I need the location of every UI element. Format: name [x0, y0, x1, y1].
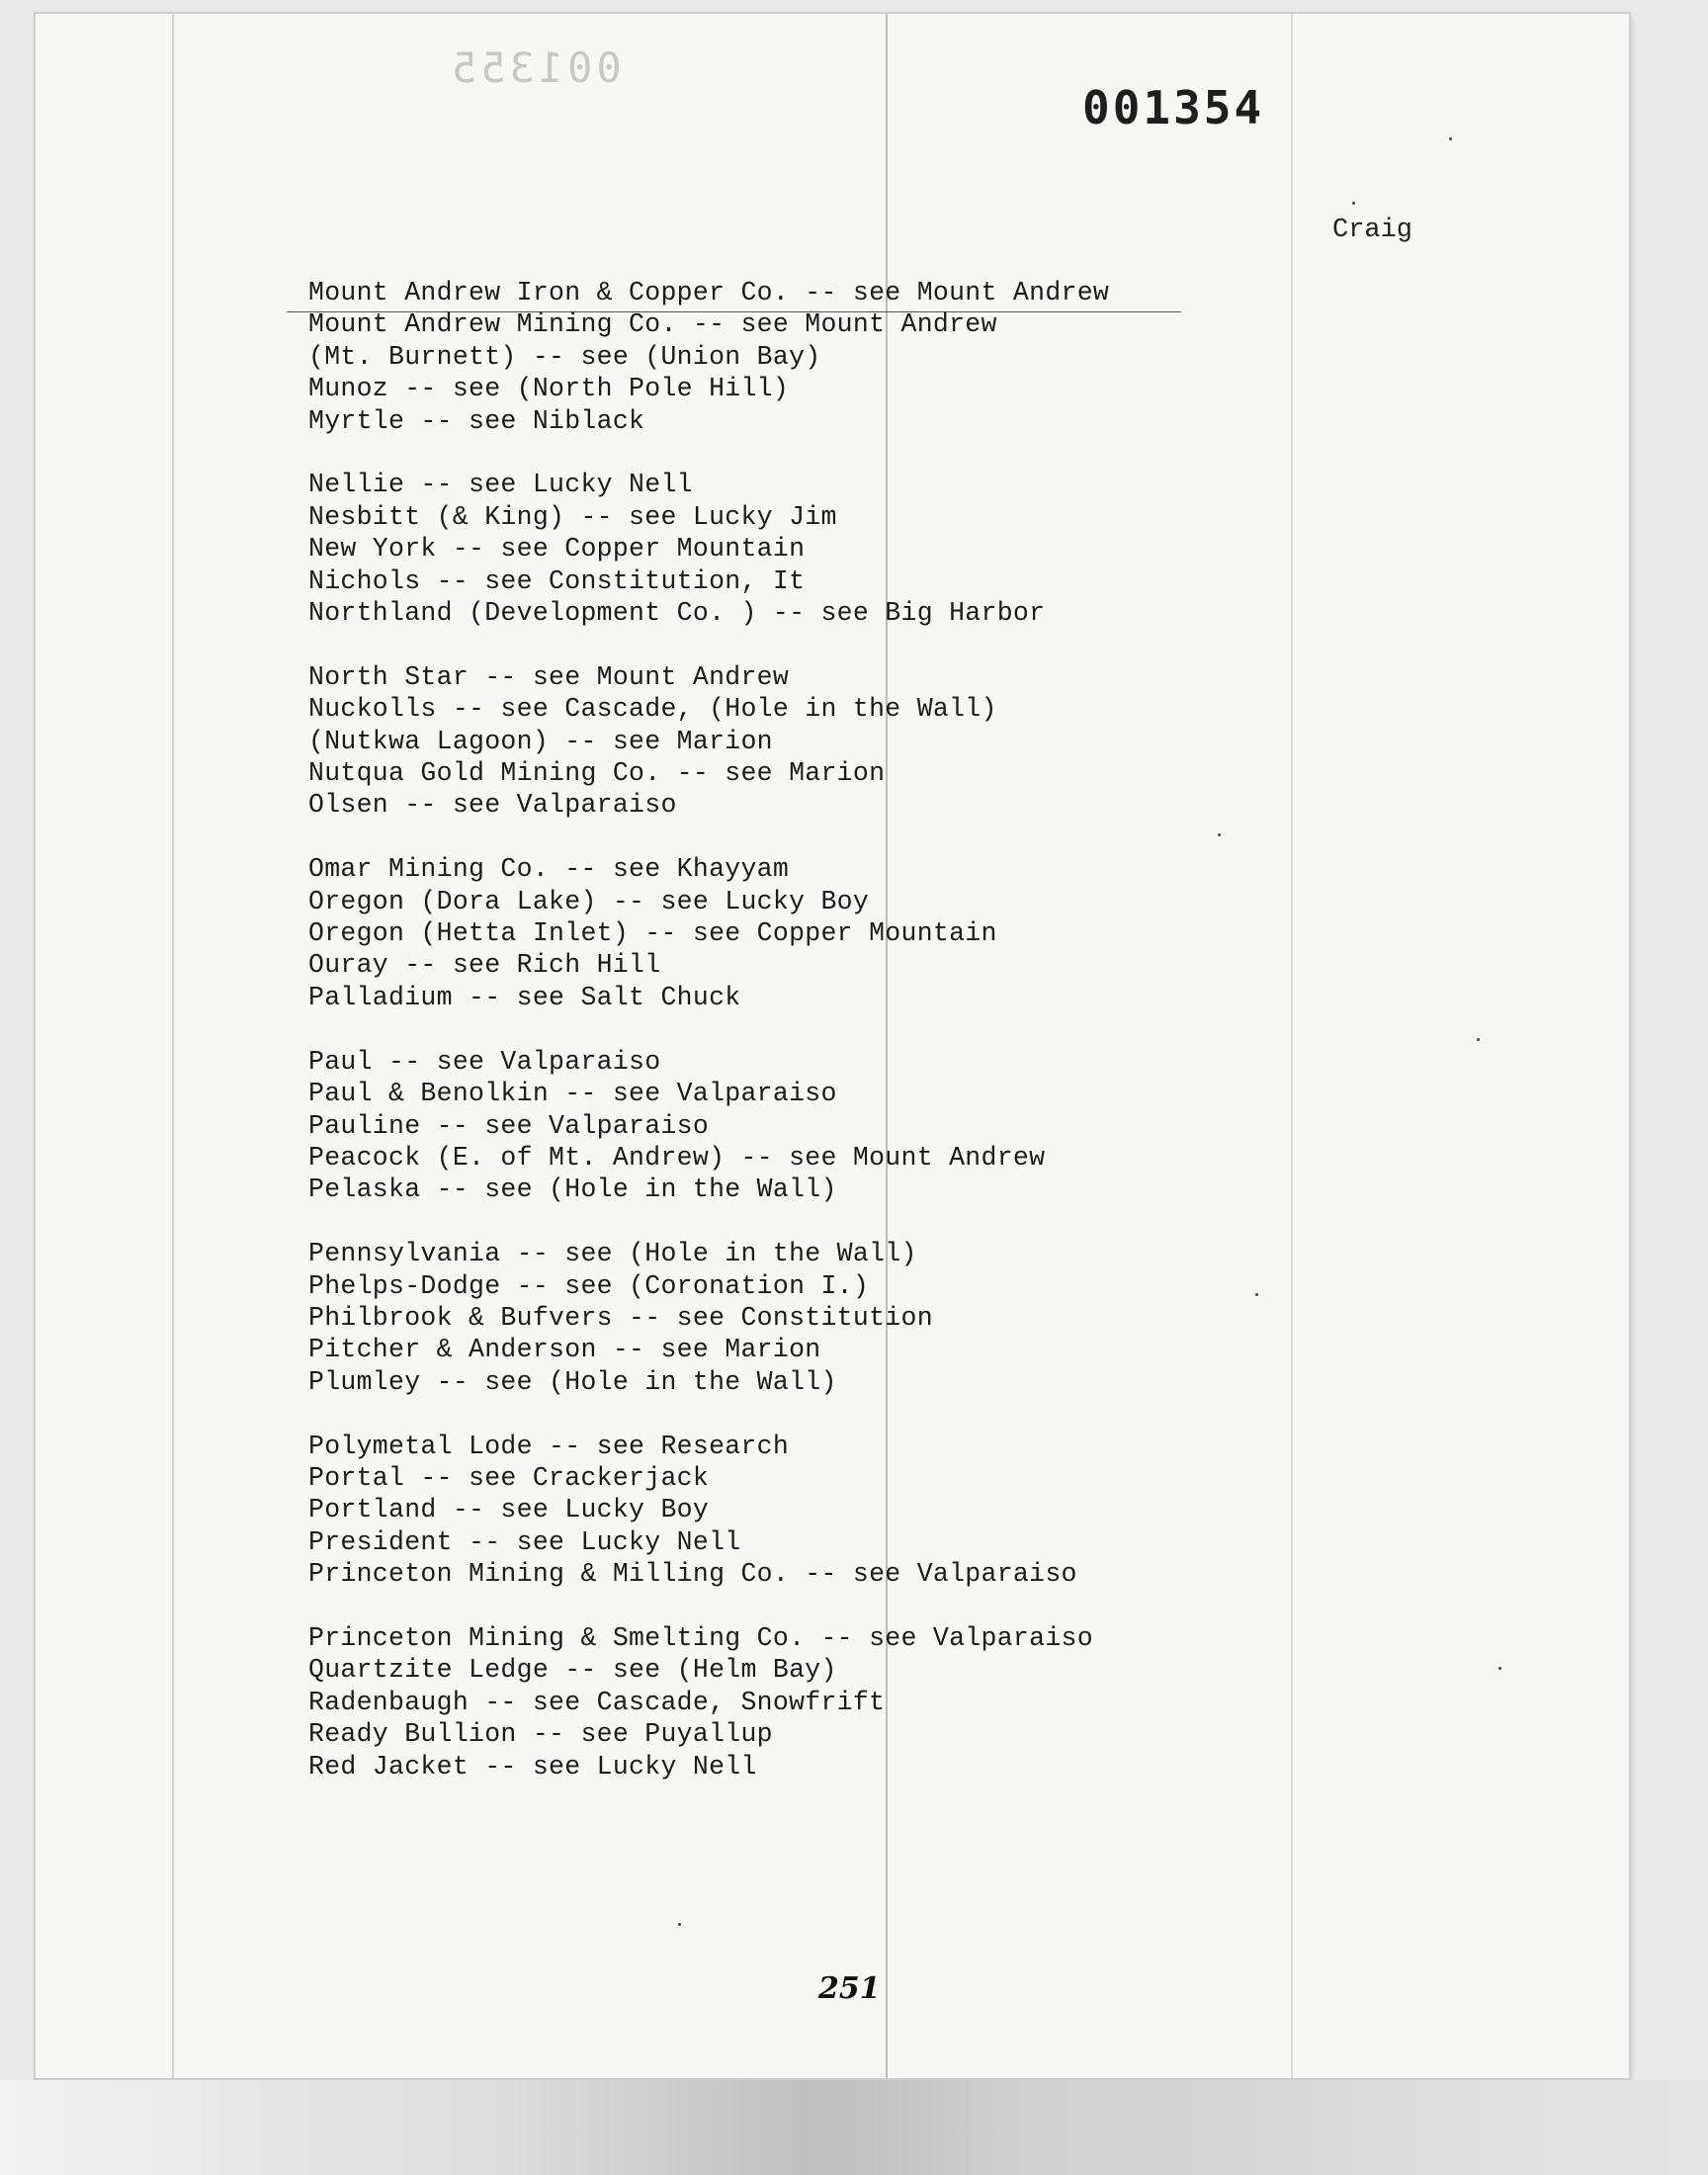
list-item: Princeton Mining & Smelting Co. -- see Valparaiso	[308, 1622, 1093, 1653]
scan-speck	[1449, 137, 1452, 140]
scan-speck	[1498, 1667, 1501, 1670]
region-label: Craig	[1332, 216, 1413, 245]
list-item: (Nutkwa Lagoon) -- see Marion	[308, 726, 773, 756]
bleed-through-document-number: 001355	[448, 44, 622, 92]
list-item: Nellie -- see Lucky Nell	[308, 470, 693, 500]
list-item: Phelps-Dodge -- see (Coronation I.)	[308, 1270, 870, 1301]
list-item: Peacock (E. of Mt. Andrew) -- see Mount Andrew	[308, 1142, 1046, 1173]
list-item: Northland (Development Co. ) -- see Big Harbor	[308, 598, 1046, 629]
list-item: President -- see Lucky Nell	[308, 1526, 741, 1557]
scan-speck	[1352, 202, 1355, 205]
scanner-bed-edge	[0, 2080, 1708, 2175]
list-item: Nutqua Gold Mining Co. -- see Marion	[308, 758, 886, 789]
list-item: Nesbitt (& King) -- see Lucky Jim	[308, 501, 837, 532]
list-item: Oregon (Hetta Inlet) -- see Copper Mountain	[308, 918, 997, 949]
list-item: Pitcher & Anderson -- see Marion	[308, 1335, 821, 1365]
list-item: Nichols -- see Constitution, It	[308, 566, 806, 596]
list-item: Paul & Benolkin -- see Valparaiso	[308, 1079, 837, 1109]
list-item: Olsen -- see Valparaiso	[308, 790, 677, 821]
list-item: Paul -- see Valparaiso	[308, 1046, 661, 1077]
list-item: Mount Andrew Mining Co. -- see Mount Andrew	[308, 309, 997, 340]
list-item: Red Jacket -- see Lucky Nell	[308, 1751, 757, 1782]
cross-reference-list	[308, 277, 1109, 1783]
scan-speck	[1477, 1038, 1480, 1041]
list-item: Ready Bullion -- see Puyallup	[308, 1719, 773, 1750]
list-item: Plumley -- see (Hole in the Wall)	[308, 1366, 837, 1397]
list-item: Mount Andrew Iron & Copper Co. -- see Mount Andrew	[308, 278, 1110, 307]
list-item: Philbrook & Bufvers -- see Constitution	[308, 1302, 933, 1333]
list-item: Ouray -- see Rich Hill	[308, 950, 661, 981]
list-item: Pennsylvania -- see (Hole in the Wall)	[308, 1239, 917, 1269]
list-item: Radenbaugh -- see Cascade, Snowfrift	[308, 1687, 886, 1717]
scan-crease-line	[1291, 14, 1293, 2078]
scan-speck	[678, 1923, 681, 1926]
list-item: Portal -- see Crackerjack	[308, 1462, 710, 1493]
list-item: (Mt. Burnett) -- see (Union Bay)	[308, 341, 821, 372]
list-item: Portland -- see Lucky Boy	[308, 1495, 710, 1525]
list-item: North Star -- see Mount Andrew	[308, 661, 790, 692]
list-item: Nuckolls -- see Cascade, (Hole in the Wall)	[308, 694, 997, 725]
list-item: Princeton Mining & Milling Co. -- see Valparaiso	[308, 1559, 1077, 1590]
list-item: Palladium -- see Salt Chuck	[308, 982, 741, 1012]
scan-speck	[1218, 833, 1221, 836]
list-item: Polymetal Lode -- see Research	[308, 1431, 790, 1461]
handwritten-page-number: 251	[818, 1971, 881, 2006]
list-item: Munoz -- see (North Pole Hill)	[308, 374, 790, 404]
list-item: Pauline -- see Valparaiso	[308, 1110, 710, 1141]
list-item: Omar Mining Co. -- see Khayyam	[308, 854, 790, 885]
list-item: Oregon (Dora Lake) -- see Lucky Boy	[308, 886, 870, 916]
scan-crease-line	[172, 14, 174, 2078]
list-item: Quartzite Ledge -- see (Helm Bay)	[308, 1655, 837, 1686]
list-item: Myrtle -- see Niblack	[308, 405, 645, 436]
document-number: 001354	[1082, 81, 1265, 134]
scan-speck	[1255, 1293, 1258, 1296]
list-item: Pelaska -- see (Hole in the Wall)	[308, 1174, 837, 1205]
list-item: New York -- see Copper Mountain	[308, 534, 806, 565]
